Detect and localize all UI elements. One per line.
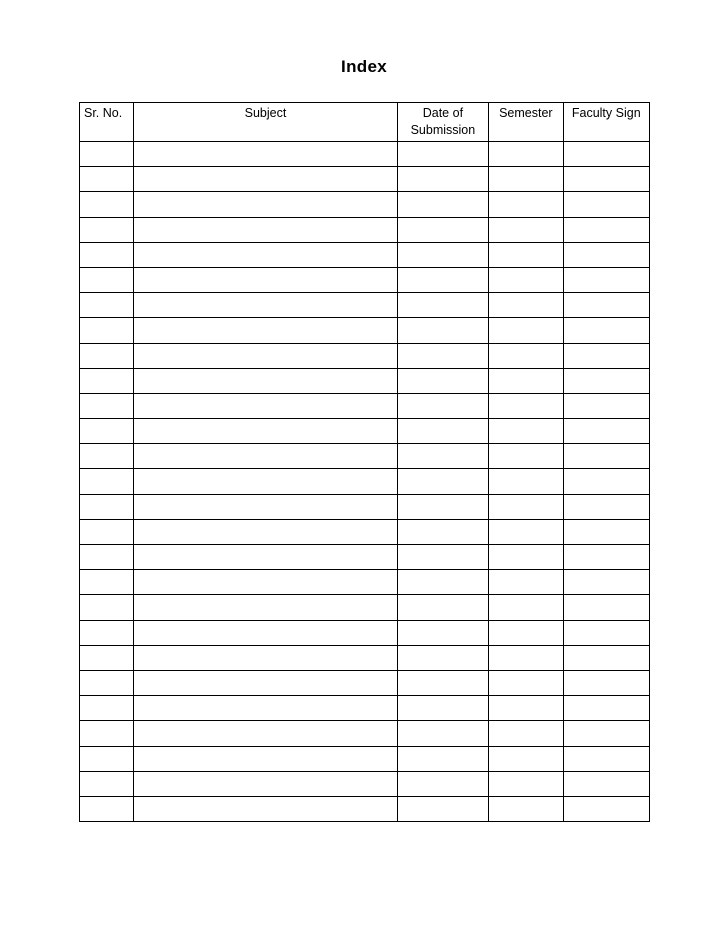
subject-cell[interactable]	[134, 696, 397, 721]
table-row	[80, 696, 650, 721]
faculty-sign-cell[interactable]	[563, 645, 649, 670]
table-row	[80, 343, 650, 368]
table-row	[80, 267, 650, 292]
sr-no-cell[interactable]	[80, 242, 134, 267]
subject-cell[interactable]	[134, 519, 397, 544]
table-row	[80, 293, 650, 318]
header-date-line1: Date of	[422, 106, 464, 120]
semester-cell[interactable]	[489, 746, 563, 771]
sr-no-cell[interactable]	[80, 142, 134, 167]
sr-no-cell[interactable]	[80, 796, 134, 821]
subject-cell[interactable]	[134, 570, 397, 595]
subject-cell[interactable]	[134, 192, 397, 217]
subject-cell[interactable]	[134, 746, 397, 771]
faculty-sign-cell[interactable]	[563, 444, 649, 469]
table-row	[80, 570, 650, 595]
date-cell[interactable]	[397, 670, 488, 695]
semester-cell[interactable]	[489, 696, 563, 721]
date-cell[interactable]	[397, 545, 488, 570]
date-cell[interactable]	[397, 217, 488, 242]
subject-cell[interactable]	[134, 796, 397, 821]
index-table	[79, 102, 650, 822]
table-row	[80, 419, 650, 444]
table-row	[80, 796, 650, 821]
sr-no-cell[interactable]	[80, 469, 134, 494]
semester-cell[interactable]	[489, 217, 563, 242]
date-cell[interactable]	[397, 142, 488, 167]
table-row	[80, 192, 650, 217]
faculty-sign-cell[interactable]	[563, 620, 649, 645]
date-cell[interactable]	[397, 620, 488, 645]
semester-cell[interactable]	[489, 545, 563, 570]
date-cell[interactable]	[397, 645, 488, 670]
subject-cell[interactable]	[134, 293, 397, 318]
subject-cell[interactable]	[134, 393, 397, 418]
semester-cell[interactable]	[489, 620, 563, 645]
sr-no-cell[interactable]	[80, 570, 134, 595]
semester-cell[interactable]	[489, 771, 563, 796]
sr-no-cell[interactable]	[80, 519, 134, 544]
semester-cell[interactable]	[489, 469, 563, 494]
semester-cell[interactable]	[489, 267, 563, 292]
subject-cell[interactable]	[134, 595, 397, 620]
semester-cell[interactable]	[489, 343, 563, 368]
semester-cell[interactable]	[489, 645, 563, 670]
date-cell[interactable]	[397, 696, 488, 721]
faculty-sign-cell[interactable]	[563, 721, 649, 746]
faculty-sign-cell[interactable]	[563, 242, 649, 267]
sr-no-cell[interactable]	[80, 696, 134, 721]
table-row	[80, 217, 650, 242]
sr-no-cell[interactable]	[80, 343, 134, 368]
faculty-sign-cell[interactable]	[563, 419, 649, 444]
semester-cell[interactable]	[489, 796, 563, 821]
header-sr-no: Sr. No.	[80, 103, 134, 142]
sr-no-cell[interactable]	[80, 318, 134, 343]
date-cell[interactable]	[397, 393, 488, 418]
faculty-sign-cell[interactable]	[563, 494, 649, 519]
faculty-sign-cell[interactable]	[563, 771, 649, 796]
sr-no-cell[interactable]	[80, 192, 134, 217]
semester-cell[interactable]	[489, 242, 563, 267]
faculty-sign-cell[interactable]	[563, 293, 649, 318]
sr-no-cell[interactable]	[80, 368, 134, 393]
faculty-sign-cell[interactable]	[563, 570, 649, 595]
semester-cell[interactable]	[489, 519, 563, 544]
table-row	[80, 595, 650, 620]
faculty-sign-cell[interactable]	[563, 217, 649, 242]
date-cell[interactable]	[397, 267, 488, 292]
sr-no-cell[interactable]	[80, 746, 134, 771]
table-row	[80, 519, 650, 544]
date-cell[interactable]	[397, 570, 488, 595]
table-row	[80, 167, 650, 192]
table-row	[80, 142, 650, 167]
semester-cell[interactable]	[489, 293, 563, 318]
subject-cell[interactable]	[134, 469, 397, 494]
semester-cell[interactable]	[489, 570, 563, 595]
faculty-sign-cell[interactable]	[563, 796, 649, 821]
faculty-sign-cell[interactable]	[563, 267, 649, 292]
sr-no-cell[interactable]	[80, 620, 134, 645]
subject-cell[interactable]	[134, 242, 397, 267]
header-faculty-sign: Faculty Sign	[563, 103, 649, 142]
faculty-sign-cell[interactable]	[563, 595, 649, 620]
sr-no-cell[interactable]	[80, 545, 134, 570]
table-row	[80, 242, 650, 267]
date-cell[interactable]	[397, 469, 488, 494]
subject-cell[interactable]	[134, 645, 397, 670]
faculty-sign-cell[interactable]	[563, 545, 649, 570]
date-cell[interactable]	[397, 419, 488, 444]
table-row	[80, 670, 650, 695]
date-cell[interactable]	[397, 771, 488, 796]
subject-cell[interactable]	[134, 444, 397, 469]
faculty-sign-cell[interactable]	[563, 746, 649, 771]
subject-cell[interactable]	[134, 318, 397, 343]
faculty-sign-cell[interactable]	[563, 670, 649, 695]
subject-cell[interactable]	[134, 142, 397, 167]
faculty-sign-cell[interactable]	[563, 393, 649, 418]
sr-no-cell[interactable]	[80, 217, 134, 242]
semester-cell[interactable]	[489, 670, 563, 695]
sr-no-cell[interactable]	[80, 293, 134, 318]
semester-cell[interactable]	[489, 444, 563, 469]
table-row	[80, 494, 650, 519]
table-row	[80, 368, 650, 393]
table-row	[80, 721, 650, 746]
subject-cell[interactable]	[134, 545, 397, 570]
semester-cell[interactable]	[489, 595, 563, 620]
faculty-sign-cell[interactable]	[563, 142, 649, 167]
table-row	[80, 469, 650, 494]
date-cell[interactable]	[397, 343, 488, 368]
date-cell[interactable]	[397, 444, 488, 469]
table-body	[80, 142, 650, 822]
semester-cell[interactable]	[489, 318, 563, 343]
header-subject: Subject	[134, 103, 397, 142]
table-row	[80, 645, 650, 670]
subject-cell[interactable]	[134, 368, 397, 393]
subject-cell[interactable]	[134, 217, 397, 242]
date-cell[interactable]	[397, 293, 488, 318]
semester-cell[interactable]	[489, 192, 563, 217]
faculty-sign-cell[interactable]	[563, 343, 649, 368]
faculty-sign-cell[interactable]	[563, 368, 649, 393]
date-cell[interactable]	[397, 519, 488, 544]
semester-cell[interactable]	[489, 167, 563, 192]
semester-cell[interactable]	[489, 721, 563, 746]
date-cell[interactable]	[397, 796, 488, 821]
subject-cell[interactable]	[134, 267, 397, 292]
page-title: Index	[341, 57, 387, 76]
sr-no-cell[interactable]	[80, 267, 134, 292]
sr-no-cell[interactable]	[80, 771, 134, 796]
sr-no-cell[interactable]	[80, 595, 134, 620]
semester-cell[interactable]	[489, 142, 563, 167]
date-cell[interactable]	[397, 746, 488, 771]
date-cell[interactable]	[397, 192, 488, 217]
table-row	[80, 393, 650, 418]
sr-no-cell[interactable]	[80, 393, 134, 418]
subject-cell[interactable]	[134, 721, 397, 746]
faculty-sign-cell[interactable]	[563, 469, 649, 494]
semester-cell[interactable]	[489, 419, 563, 444]
faculty-sign-cell[interactable]	[563, 192, 649, 217]
sr-no-cell[interactable]	[80, 670, 134, 695]
table-row	[80, 620, 650, 645]
date-cell[interactable]	[397, 167, 488, 192]
subject-cell[interactable]	[134, 167, 397, 192]
sr-no-cell[interactable]	[80, 167, 134, 192]
subject-cell[interactable]	[134, 670, 397, 695]
sr-no-cell[interactable]	[80, 419, 134, 444]
sr-no-cell[interactable]	[80, 444, 134, 469]
header-semester: Semester	[489, 103, 563, 142]
table-row	[80, 771, 650, 796]
subject-cell[interactable]	[134, 343, 397, 368]
semester-cell[interactable]	[489, 393, 563, 418]
table-row	[80, 444, 650, 469]
faculty-sign-cell[interactable]	[563, 167, 649, 192]
sr-no-cell[interactable]	[80, 721, 134, 746]
table-header	[80, 103, 650, 142]
header-date-line2: Submission	[410, 123, 476, 137]
faculty-sign-cell[interactable]	[563, 519, 649, 544]
date-cell[interactable]	[397, 318, 488, 343]
header-date-of-submission	[397, 103, 488, 142]
faculty-sign-cell[interactable]	[563, 696, 649, 721]
date-cell[interactable]	[397, 595, 488, 620]
date-cell[interactable]	[397, 721, 488, 746]
date-cell[interactable]	[397, 494, 488, 519]
table-row	[80, 746, 650, 771]
subject-cell[interactable]	[134, 771, 397, 796]
sr-no-cell[interactable]	[80, 645, 134, 670]
date-cell[interactable]	[397, 242, 488, 267]
header-row	[80, 103, 650, 142]
subject-cell[interactable]	[134, 494, 397, 519]
faculty-sign-cell[interactable]	[563, 318, 649, 343]
date-cell[interactable]	[397, 368, 488, 393]
table-row	[80, 545, 650, 570]
semester-cell[interactable]	[489, 494, 563, 519]
sr-no-cell[interactable]	[80, 494, 134, 519]
semester-cell[interactable]	[489, 368, 563, 393]
subject-cell[interactable]	[134, 620, 397, 645]
subject-cell[interactable]	[134, 419, 397, 444]
table-row	[80, 318, 650, 343]
